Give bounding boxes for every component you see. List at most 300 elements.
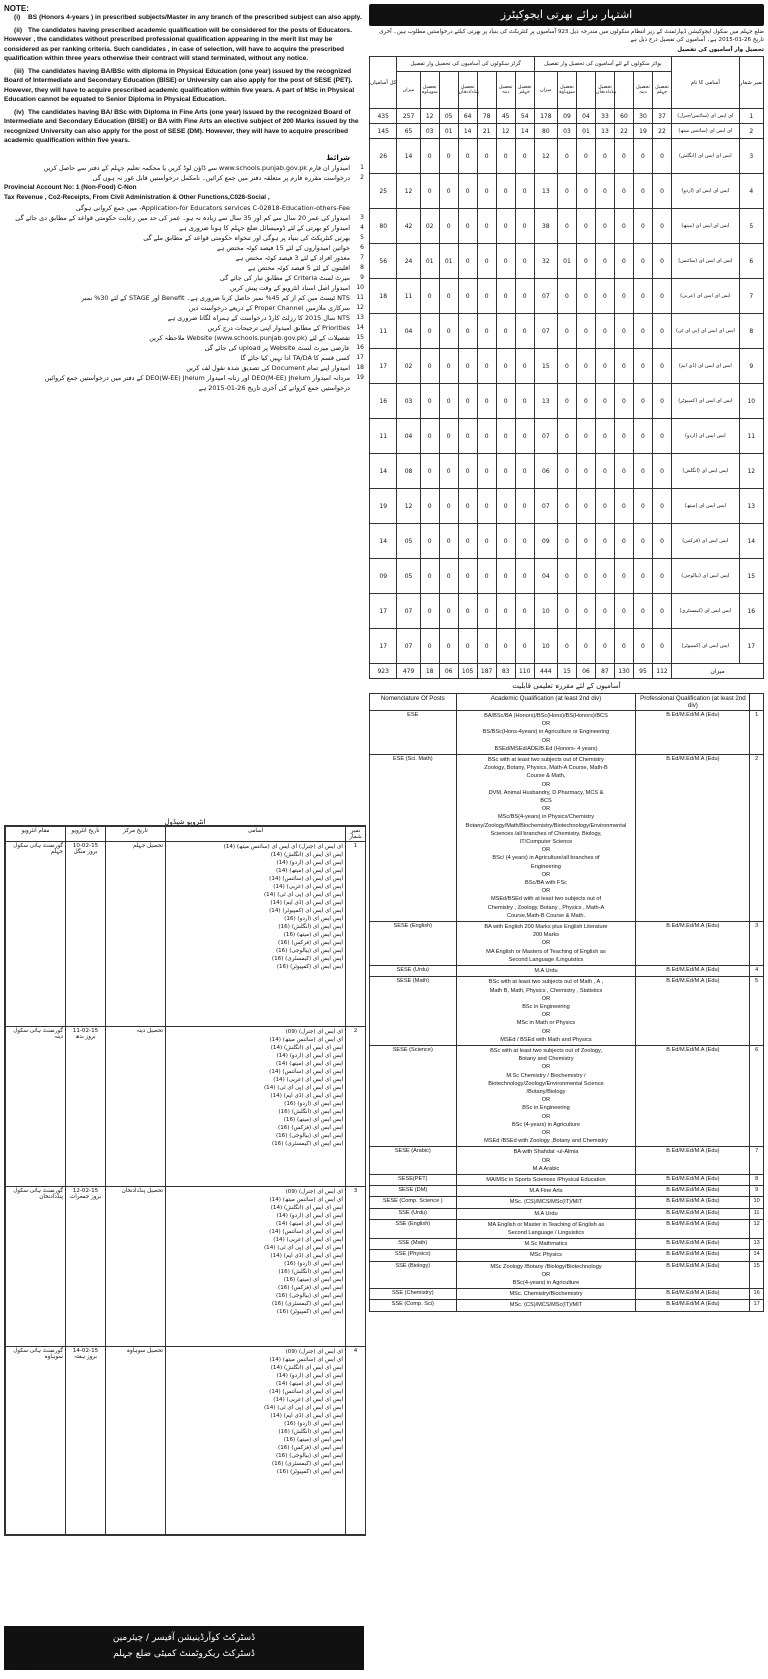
- qualification-no: 2: [750, 755, 764, 922]
- vacancy-girls-total: 187: [477, 664, 496, 679]
- qualification-academic: [456, 1197, 636, 1208]
- vacancy-girls-cell: 12: [420, 109, 439, 124]
- vacancy-total: 11: [370, 419, 397, 454]
- vacancy-boys-cell: 0: [652, 209, 671, 244]
- qualification-line: OR: [541, 1012, 551, 1019]
- vacancy-girls-cell: 01: [439, 124, 458, 139]
- vacancy-girls-cell: 45: [496, 109, 515, 124]
- schedule-post: ایس ایس ای (انگلش) (16): [278, 1109, 343, 1115]
- qualification-line: OR: [541, 888, 551, 895]
- note-roman: (ii): [14, 26, 23, 34]
- vacancy-boys-cell: 0: [557, 384, 576, 419]
- vacancy-girls-cell: 0: [439, 174, 458, 209]
- vacancy-post-name: ایس ایس ای (اردو): [672, 419, 740, 454]
- left-column: [4, 4, 364, 393]
- vacancy-girls-cell: 0: [458, 559, 477, 594]
- vacancy-girls-cell: 0: [515, 139, 534, 174]
- schedule-post: ایس ای ایس ای (اردو) (14): [276, 1053, 343, 1059]
- qualification-line: Engineering: [531, 863, 561, 870]
- vacancy-boys-cell: 0: [652, 384, 671, 419]
- qualification-line: Math B, Math, Physics , Chemistry , Statistics: [489, 987, 603, 994]
- vacancy-total-row: [370, 664, 764, 679]
- condition-line: [4, 383, 364, 393]
- qualification-line: BSc in Engineering: [522, 1003, 570, 1010]
- schedule-centre: تحصیل دینہ: [106, 1027, 166, 1187]
- vacancy-row-no: 2: [739, 124, 763, 139]
- qualification-line: OR: [541, 1157, 551, 1164]
- qualification-post: SSE (Math): [370, 1239, 457, 1250]
- schedule-no: 2: [346, 1027, 366, 1187]
- schedule-post: ایس ای ایس ای (ڈی ایم) (14): [270, 1413, 343, 1419]
- qualification-academic: [456, 1147, 636, 1175]
- condition-number: 14: [356, 323, 364, 331]
- vacancy-boys-cell: 0: [614, 139, 633, 174]
- vacancy-girls-cell: 0: [420, 524, 439, 559]
- schedule-post: ایس ای ایس ای (سائنس) (14): [269, 1069, 343, 1075]
- condition-text: Provincial Account No: 1 (Non-Food) C-Non: [4, 183, 137, 191]
- vacancy-girls-cell: 0: [496, 419, 515, 454]
- vacancy-girls-cell: 0: [439, 209, 458, 244]
- conditions-heading: شرائط: [326, 153, 350, 162]
- vacancy-boys-cell: 0: [595, 384, 614, 419]
- vacancy-boys-cell: 0: [557, 419, 576, 454]
- vacancy-girls-cell: 0: [439, 489, 458, 524]
- schedule-post: ایس ایس ای (میتھ) (16): [283, 932, 343, 938]
- qualification-no: 6: [750, 1045, 764, 1146]
- schedule-post: ایس ای ایس ای (کمپیوٹر) (14): [269, 908, 343, 914]
- qualification-row: [370, 1289, 764, 1300]
- schedule-post: ایس ایس ای (انگلش) (16): [278, 1269, 343, 1275]
- qualification-professional: B.Ed/M.Ed/M.A (Edu): [636, 922, 750, 966]
- qualification-no: 13: [750, 1239, 764, 1250]
- vacancy-girls-cell: 0: [515, 279, 534, 314]
- schedule-header: تاریخ مرکز: [106, 827, 166, 842]
- qualification-academic: [456, 1250, 636, 1261]
- vacancy-girls-cell: 0: [477, 244, 496, 279]
- condition-text: درخواستیں جمع کروانے کی آخری تاریخ 26-01-2015 ہے: [198, 383, 350, 392]
- vacancy-row-no: 3: [739, 139, 763, 174]
- condition-line: [4, 233, 364, 243]
- vacancy-girls-cell: 05: [397, 559, 420, 594]
- vacancy-girls-cell: 0: [458, 524, 477, 559]
- qualification-header: Professional Qualification (at least 2nd div): [636, 694, 750, 711]
- vacancy-boys-cell: 0: [614, 279, 633, 314]
- vacancy-girls-cell: 14: [397, 139, 420, 174]
- vacancy-total: 80: [370, 209, 397, 244]
- vacancy-boys-cell: 0: [557, 314, 576, 349]
- vacancy-girls-cell: 11: [397, 279, 420, 314]
- vacancy-boys-cell: 0: [576, 559, 595, 594]
- vacancy-boys-cell: 01: [557, 244, 576, 279]
- vacancy-boys-cell: 0: [652, 559, 671, 594]
- qualification-line: Biotechnology/Zoology/Environmental Science: [488, 1080, 604, 1087]
- schedule-post: ایس ای ایس ای (پی ای ٹی) (14): [263, 1405, 343, 1411]
- qualification-line: MSc. (CS)/MCS/MSc(IT)/MIT: [509, 1199, 583, 1206]
- vacancy-boys-cell: 33: [595, 109, 614, 124]
- schedule-row: [6, 1027, 366, 1187]
- interview-date: 10-02-15: [72, 843, 99, 849]
- qualification-professional: B.Ed/M.Ed/M.A (Edu): [636, 1289, 750, 1300]
- qualification-line: OR: [541, 721, 551, 728]
- qualification-academic: [456, 711, 636, 755]
- schedule-no: 1: [346, 842, 366, 1027]
- vacancy-row: [370, 594, 764, 629]
- condition-text: امیدوار اپنے تمام Document کی تصدیق شدہ نقول لف کریں: [186, 363, 350, 372]
- condition-line: [4, 323, 364, 333]
- vacancy-boys-cell: 0: [652, 279, 671, 314]
- qualification-academic: [456, 1186, 636, 1197]
- vacancy-girls-cell: 0: [496, 489, 515, 524]
- qualification-header: Nomenclature Of Posts: [370, 694, 457, 711]
- schedule-centre: تحصیل جہلم: [106, 842, 166, 1027]
- vacancy-header: آسامی کا نام: [672, 57, 740, 109]
- condition-text: NTS ٹیسٹ میں کم از کم 45% نمبر حاصل کرنا ضروری ہے۔ Benefit اور STAGE کے لئے 30% نمبر: [81, 293, 350, 302]
- vacancy-boys-cell: 0: [652, 349, 671, 384]
- condition-text: معذور افراد کے لئے 3 فیصد کوٹہ مختص ہے: [235, 253, 350, 262]
- vacancy-girls-cell: 01: [420, 244, 439, 279]
- vacancy-boys-cell: 0: [633, 489, 652, 524]
- vacancy-boys-cell: 60: [614, 109, 633, 124]
- qualification-line: MSc. Chemistry/Biochemistry: [509, 1291, 583, 1298]
- vacancy-boys-cell: 0: [595, 139, 614, 174]
- vacancy-girls-cell: 0: [458, 489, 477, 524]
- vacancy-girls-cell: 14: [515, 124, 534, 139]
- schedule-post: ایس ایس ای (اردو) (16): [284, 1101, 343, 1107]
- qualification-no: 1: [750, 711, 764, 755]
- vacancy-girls-cell: 0: [515, 244, 534, 279]
- qualification-no: 11: [750, 1208, 764, 1219]
- vacancy-boys-cell: 0: [614, 454, 633, 489]
- qualification-professional: B.Ed/M.Ed/M.A (Edu): [636, 1147, 750, 1175]
- schedule-post: ایس ایس ای (کیمسٹری) (16): [271, 1301, 343, 1307]
- qualification-no: 15: [750, 1261, 764, 1289]
- condition-number: 17: [356, 353, 364, 361]
- interview-day: بروز جمعرات: [69, 1194, 102, 1200]
- vacancy-boys-cell: 0: [652, 629, 671, 664]
- vacancy-boys-cell: 0: [614, 629, 633, 664]
- vacancy-girls-total: 18: [420, 664, 439, 679]
- qualification-line: BSc in Engineering: [522, 1105, 570, 1112]
- vacancy-boys-cell: 0: [595, 454, 614, 489]
- vacancy-boys-cell: 0: [633, 454, 652, 489]
- vacancy-girls-cell: 0: [477, 559, 496, 594]
- vacancy-row-no: 1: [739, 109, 763, 124]
- vacancy-boys-cell: 0: [595, 314, 614, 349]
- schedule-post: ایس ایس ای (فزکس) (16): [278, 1125, 343, 1131]
- schedule-header: تاریخ انٹرویو: [66, 827, 106, 842]
- vacancy-girls-cell: 05: [397, 524, 420, 559]
- qualification-line: OR: [541, 781, 551, 788]
- qualification-professional: B.Ed/M.Ed/M.A (Edu): [636, 1186, 750, 1197]
- interview-day: بروز ہفتہ: [74, 1354, 97, 1360]
- schedule-post: ایس ای ایس ای (ڈی ایم) (14): [270, 1253, 343, 1259]
- vacancy-girls-cell: 0: [496, 174, 515, 209]
- vacancy-boys-cell: 0: [614, 349, 633, 384]
- vacancy-girls-cell: 0: [458, 314, 477, 349]
- advert-banner: اشتہار برائے بھرتی ایجوکیٹرز: [369, 4, 764, 26]
- vacancy-girls-cell: 0: [515, 489, 534, 524]
- vacancy-girls-cell: 0: [458, 349, 477, 384]
- schedule-post: ایس ایس ای (کمپیوٹر) (16): [276, 964, 343, 970]
- schedule-row: [6, 1187, 366, 1347]
- vacancy-boys-cell: 0: [576, 209, 595, 244]
- vacancy-subheader: تحصیل دینہ: [496, 72, 515, 109]
- schedule-venue: گورنمنٹ ہائی سکول پنڈدادنخان: [6, 1187, 66, 1347]
- vacancy-boys-cell: 0: [576, 454, 595, 489]
- schedule-no: 4: [346, 1347, 366, 1535]
- schedule-post: ایس ای ایس ای (میتھ) (14): [275, 1061, 343, 1067]
- pl-code: PL-15053: [4, 1666, 31, 1672]
- qualification-post: SESE (English): [370, 922, 457, 966]
- vacancy-boys-cell: 13: [595, 124, 614, 139]
- vacancy-boys-cell: 0: [595, 419, 614, 454]
- qualification-row: [370, 1208, 764, 1219]
- condition-line: [4, 193, 364, 203]
- vacancy-post-name: ایس ای ایس ای (میتھ): [672, 209, 740, 244]
- signature-line-2: ڈسٹرکٹ ریکروٹمنٹ کمیٹی ضلع جہلم: [113, 1649, 255, 1659]
- condition-number: 7: [360, 253, 364, 261]
- vacancy-girls-cell: 12: [397, 174, 420, 209]
- interview-day: بروز بدھ: [75, 1034, 96, 1040]
- vacancy-post-name: ایس ای ایس ای (ڈی ایم): [672, 349, 740, 384]
- qualification-line: MSEd/BSEd with at least two subjects out of: [490, 896, 602, 903]
- vacancy-girls-cell: 0: [458, 629, 477, 664]
- qualification-line: BSc (4-years) in Agriculture: [511, 1121, 581, 1128]
- qualification-academic: [456, 1261, 636, 1289]
- qualification-line: OR: [541, 1129, 551, 1136]
- vacancy-boys-cell: 0: [633, 244, 652, 279]
- vacancy-row-no: 8: [739, 314, 763, 349]
- vacancy-boys-cell: 0: [557, 279, 576, 314]
- condition-text: NTS سال 2015 کا رزلٹ کارڈ درخواست کے ہمراہ لگانا ضروری ہے: [167, 313, 350, 322]
- vacancy-boys-cell: 04: [534, 559, 557, 594]
- vacancy-boys-cell: 0: [576, 139, 595, 174]
- schedule-post: ایس ایس ای (فزکس) (16): [278, 940, 343, 946]
- vacancy-boys-total: 130: [614, 664, 633, 679]
- vacancy-girls-cell: 0: [439, 594, 458, 629]
- condition-line: [4, 303, 364, 313]
- vacancy-row: [370, 524, 764, 559]
- qualification-row: [370, 1045, 764, 1146]
- qualification-no: 16: [750, 1289, 764, 1300]
- schedule-post: ایس ایس ای (میتھ) (16): [283, 1277, 343, 1283]
- vacancy-girls-cell: 0: [439, 314, 458, 349]
- vacancy-boys-cell: 0: [614, 559, 633, 594]
- vacancy-girls-cell: 0: [515, 594, 534, 629]
- vacancy-boys-cell: 0: [595, 244, 614, 279]
- schedule-post: ایس ایس ای (اردو) (16): [284, 1261, 343, 1267]
- vacancy-girls-cell: 0: [420, 279, 439, 314]
- schedule-post: ایس ای ایس ای (عربی) (14): [273, 1237, 343, 1243]
- vacancy-boys-cell: 0: [633, 209, 652, 244]
- vacancy-post-name: ایس ایس ای (فزکس): [672, 524, 740, 559]
- qualification-post: SESE (Comp. Science ): [370, 1197, 457, 1208]
- qualification-professional: B.Ed/M.Ed/M.A (Edu): [636, 1208, 750, 1219]
- qualification-professional: B.Ed/M.Ed/M.A (Edu): [636, 1197, 750, 1208]
- schedule-post: ایس ایس ای (میتھ) (16): [283, 1437, 343, 1443]
- schedule-posts: [166, 1347, 346, 1535]
- vacancy-girls-cell: 54: [515, 109, 534, 124]
- qualification-academic: [456, 1219, 636, 1238]
- schedule-post: ایس ای ایس ای (میتھ) (14): [275, 868, 343, 874]
- note-text: The candidates having BA/ BSc with Diploma in Fine Arts (one year) issued by the recognized Board of Intermediate and Secondary Education (BISE) or BA with Fine Arts an elective subject of 200 Marks issued by the recognized University can also apply for the post of SESE (DM). However, they will have to acquire prescribed academic qualification within five years.: [4, 108, 359, 144]
- schedule-title: انٹرویو شیڈول: [164, 818, 206, 826]
- schedule-post: ای ایس ای (جنرل) (09): [285, 1189, 343, 1195]
- vacancy-boys-cell: 0: [633, 629, 652, 664]
- vacancy-post-name: ای ایس ای (سائنس/جنرل): [672, 109, 740, 124]
- vacancy-post-name: ایس ای ایس ای (اردو): [672, 174, 740, 209]
- vacancy-subheader: میزان: [397, 72, 420, 109]
- vacancy-boys-cell: 0: [633, 419, 652, 454]
- qualification-post: SSE (Comp. Sci): [370, 1300, 457, 1311]
- condition-line: [4, 223, 364, 233]
- qualification-line: Zoology, Botany, Physics, Math-A Course, Math-B: [484, 765, 608, 772]
- condition-number: 9: [360, 273, 364, 281]
- qualification-row: [370, 711, 764, 755]
- vacancy-boys-total: 87: [595, 664, 614, 679]
- qualification-academic: [456, 755, 636, 922]
- qualification-no: 17: [750, 1300, 764, 1311]
- vacancy-boys-cell: 0: [633, 524, 652, 559]
- vacancy-total: 56: [370, 244, 397, 279]
- qualification-no: 9: [750, 1186, 764, 1197]
- vacancy-total: 16: [370, 384, 397, 419]
- vacancy-boys-cell: 0: [633, 559, 652, 594]
- qualification-line: Second Language / Linguistics: [507, 1229, 585, 1236]
- qualification-line: OR: [541, 847, 551, 854]
- vacancy-row-no: 4: [739, 174, 763, 209]
- vacancy-girls-cell: 08: [397, 454, 420, 489]
- schedule-post: ایس ای ایس ای (عربی) (14): [273, 1397, 343, 1403]
- vacancy-girls-cell: 12: [496, 124, 515, 139]
- vacancy-boys-cell: 32: [534, 244, 557, 279]
- note-text: The candidates having prescribed academic qualification will be considered for the posts of Educators. However , the candidates without prescribed professional qualification appearing in the merit list may be considered as per ranking criteria. Such candidates , in case of selection, will have to acquire the prescribed qualification within three years otherwise their contract will stand terminated, without any notice.: [4, 26, 352, 62]
- condition-line: [4, 373, 364, 383]
- qualification-row: [370, 1250, 764, 1261]
- schedule-header: نمبر شمار: [346, 827, 366, 842]
- vacancy-girls-cell: 0: [477, 489, 496, 524]
- vacancy-post-name: ایس ایس ای (کمپیوٹر): [672, 629, 740, 664]
- vacancy-post-name: ایس ای ایس ای (پی ای ٹی): [672, 314, 740, 349]
- qualification-line: Course,Math-B Course & Math.: [506, 912, 585, 919]
- qualification-line: MSc/BS(4-years) in Physics/Chemistry: [497, 814, 594, 821]
- vacancy-girls-cell: 0: [420, 314, 439, 349]
- note-item: [4, 67, 364, 105]
- vacancy-subheader: [576, 72, 595, 109]
- vacancy-girls-cell: 0: [420, 419, 439, 454]
- schedule-header: مقام انٹرویو: [6, 827, 66, 842]
- qualification-line: M.A Urdu: [534, 1210, 558, 1217]
- qualification-line: Botany/Zoology/Math/Biochemistry/Biotechnology/Environmental: [465, 822, 627, 829]
- note-roman: (iii): [14, 67, 24, 75]
- condition-line: [4, 333, 364, 343]
- qualification-line: BSc/ (4 years) in Agriculture/all branches of: [492, 855, 600, 862]
- vacancy-boys-cell: 0: [557, 454, 576, 489]
- schedule-post: ایس ای ایس ای (سائنس) (14): [269, 876, 343, 882]
- vacancy-boys-cell: 0: [633, 314, 652, 349]
- vacancy-girls-cell: 0: [458, 384, 477, 419]
- vacancy-boys-cell: 0: [576, 524, 595, 559]
- vacancy-boys-cell: 06: [534, 454, 557, 489]
- vacancy-post-name: ایس ای ایس ای (کمپیوٹر): [672, 384, 740, 419]
- note-roman: (i): [14, 14, 21, 21]
- condition-number: 13: [356, 313, 364, 321]
- qualification-line: BSc with at least two subjects out of Chemistry: [488, 757, 604, 764]
- schedule-no: 3: [346, 1187, 366, 1347]
- vacancy-total: 17: [370, 629, 397, 664]
- vacancy-boys-cell: 22: [652, 124, 671, 139]
- vacancy-boys-cell: 0: [595, 279, 614, 314]
- schedule-post: ای ایس ای (جنرل) (09): [285, 1029, 343, 1035]
- signature-block: [4, 1626, 364, 1670]
- vacancy-boys-cell: 0: [557, 349, 576, 384]
- vacancy-girls-cell: 14: [458, 124, 477, 139]
- schedule-post: ایس ای ایس ای (ڈی ایم) (14): [270, 1093, 343, 1099]
- qualification-line: MSc Zoology /Botany /Biology/Biotechnology: [490, 1263, 602, 1270]
- vacancy-row: [370, 109, 764, 124]
- schedule-post: ای ایس ای (سائنس میتھ) (14): [269, 1197, 343, 1203]
- vacancy-row-no: 11: [739, 419, 763, 454]
- condition-number: 2: [360, 173, 364, 181]
- qualification-professional: B.Ed/M.Ed/M.A (Edu): [636, 1261, 750, 1289]
- vacancy-girls-cell: 0: [458, 244, 477, 279]
- qualification-row: [370, 966, 764, 977]
- vacancy-boys-cell: 0: [557, 594, 576, 629]
- vacancy-subheader: تحصیل جہلم: [652, 72, 671, 109]
- vacancy-girls-cell: 21: [477, 124, 496, 139]
- vacancy-girls-cell: 0: [477, 174, 496, 209]
- condition-text: امیدوار ان فارم www.schools.punjab.gov.pk سے ڈاؤن لوڈ کریں یا محکمہ تعلیم جہلم کے دفتر سے حاصل کریں: [43, 163, 350, 172]
- qualification-post: SESE (Science): [370, 1045, 457, 1146]
- vacancy-total: 09: [370, 559, 397, 594]
- vacancy-post-name: ایس ای ایس ای (سائنس): [672, 244, 740, 279]
- vacancy-boys-cell: 0: [614, 174, 633, 209]
- vacancy-boys-cell: 0: [595, 209, 614, 244]
- vacancy-subheader: تحصیل جہلم: [515, 72, 534, 109]
- condition-number: 3: [360, 213, 364, 221]
- schedule-table: [5, 826, 366, 1535]
- qualification-line: Course & Math,: [526, 773, 566, 780]
- interview-date: 14-02-15: [72, 1348, 99, 1354]
- vacancy-girls-cell: 257: [397, 109, 420, 124]
- vacancy-girls-cell: 0: [515, 209, 534, 244]
- qualification-row: [370, 1174, 764, 1185]
- vacancy-girls-cell: 0: [515, 314, 534, 349]
- qualification-row: [370, 755, 764, 922]
- vacancy-girls-cell: 0: [439, 139, 458, 174]
- vacancy-girls-cell: 0: [458, 419, 477, 454]
- qualification-line: Sciences /all branches of Chemistry, Biology,: [490, 830, 602, 837]
- vacancy-boys-cell: 13: [534, 174, 557, 209]
- vacancy-boys-cell: 03: [557, 124, 576, 139]
- qualification-line: MSEd /BSEd with Zoology ,Botany and Chemistry: [484, 1138, 608, 1145]
- qualification-row: [370, 1300, 764, 1311]
- schedule-venue: گورنمنٹ ہائی سکول سوہاوہ: [6, 1347, 66, 1535]
- vacancy-boys-cell: 0: [633, 279, 652, 314]
- schedule-posts: [166, 1187, 346, 1347]
- qualification-line: OR: [541, 995, 551, 1002]
- vacancy-boys-cell: 10: [534, 594, 557, 629]
- condition-line: [4, 163, 364, 173]
- qualification-row: [370, 1261, 764, 1289]
- vacancy-girls-cell: 0: [420, 174, 439, 209]
- schedule-post: ایس ایس ای (انگلش) (16): [278, 1429, 343, 1435]
- schedule-post: ایس ای ایس ای (اردو) (14): [276, 1373, 343, 1379]
- condition-text: سرکاری ملازمین Proper Channel کے ذریعے درخواست دیں: [188, 303, 350, 312]
- schedule-post: ایس ای ایس ای (سائنس) (14): [269, 1389, 343, 1395]
- schedule-post: ایس ای ایس ای (انگلش) (14): [270, 1045, 343, 1051]
- vacancy-boys-total: 06: [576, 664, 595, 679]
